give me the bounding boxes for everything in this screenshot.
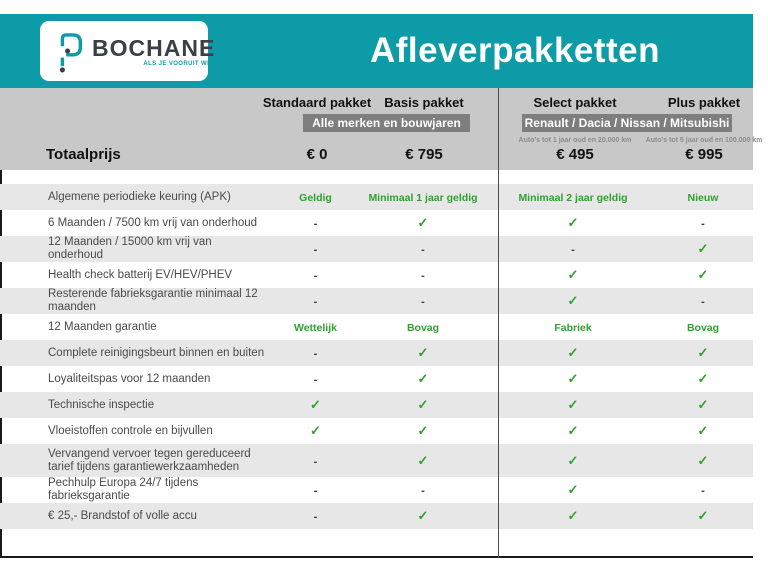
logo-tagline: ALS JE VOORUIT WIL.: [143, 60, 216, 67]
bottom-empty-row: [0, 529, 753, 556]
feature-row: [0, 340, 753, 366]
cell-standaard: [268, 396, 363, 414]
dash-icon: -: [421, 244, 425, 256]
check-icon: ✓: [697, 508, 709, 523]
dash-icon: -: [701, 218, 705, 230]
check-icon: ✓: [697, 345, 709, 360]
check-icon: ✓: [310, 397, 321, 412]
feature-label: 12 Maanden garantie: [48, 320, 157, 333]
check-icon: ✓: [567, 293, 579, 308]
check-icon: ✓: [417, 397, 429, 412]
feature-row: [0, 392, 753, 418]
check-icon: ✓: [417, 508, 429, 523]
column-header-standaard: Standaard pakket: [262, 95, 372, 110]
cell-basis: [363, 370, 483, 388]
dash-icon: -: [313, 218, 318, 230]
cell-basis: [363, 318, 483, 336]
cell-plus: [653, 507, 753, 525]
logo-text-block: [92, 36, 215, 67]
feature-label: Loyaliteitspas voor 12 maanden: [48, 372, 211, 385]
cell-basis: [363, 292, 483, 310]
price-basis: € 795: [405, 146, 443, 163]
feature-row: [0, 314, 753, 340]
column-header-plus: Plus pakket: [667, 95, 741, 110]
value-text: Minimaal 2 jaar geldig: [518, 192, 628, 204]
cell-select: [513, 240, 633, 258]
dash-icon: -: [701, 485, 705, 497]
cell-standaard: [268, 344, 363, 362]
page-title: Afleverpakketten: [369, 31, 661, 70]
check-icon: ✓: [567, 215, 579, 230]
cell-plus: [653, 266, 753, 284]
cell-basis: [363, 452, 483, 470]
cell-basis: [363, 481, 483, 499]
dash-icon: -: [421, 296, 425, 308]
feature-row: [0, 184, 753, 210]
value-text: Bovag: [686, 322, 720, 334]
cell-basis: [363, 188, 483, 206]
cell-basis: [363, 214, 483, 232]
column-note-select: Auto's tot 1 jaar oud en 20.000 km: [518, 137, 632, 144]
value-text: Wettelijk: [294, 322, 337, 334]
cell-select: [513, 481, 633, 499]
cell-plus: [653, 214, 753, 232]
dash-icon: -: [313, 455, 318, 468]
dash-icon: -: [313, 485, 318, 497]
dash-icon: -: [313, 374, 318, 386]
cell-select: [513, 188, 633, 206]
feature-label: Algemene periodieke keuring (APK): [48, 190, 231, 203]
cell-basis: [363, 266, 483, 284]
check-icon: ✓: [697, 267, 709, 282]
dash-icon: -: [313, 348, 318, 360]
cell-select: [513, 507, 633, 525]
header-spacer-row: [0, 170, 753, 184]
cell-plus: [653, 240, 753, 258]
cell-select: [513, 318, 633, 336]
price-standaard: € 0: [306, 146, 328, 163]
price-plus: € 995: [685, 146, 723, 163]
value-text: Minimaal 1 jaar geldig: [368, 192, 478, 204]
cell-plus: [653, 188, 753, 206]
cell-standaard: [268, 507, 363, 525]
cell-standaard: [268, 452, 363, 470]
feature-row: [0, 288, 753, 314]
cell-basis: [363, 344, 483, 362]
feature-label: Complete reinigingsbeurt binnen en buiten: [48, 346, 265, 359]
column-group-divider: [498, 88, 499, 558]
feature-row: [0, 477, 753, 503]
cell-plus: [653, 452, 753, 470]
feature-table: [0, 170, 753, 558]
cell-standaard: [268, 188, 363, 206]
feature-row: [0, 210, 753, 236]
cell-plus: [653, 396, 753, 414]
cell-select: [513, 422, 633, 440]
check-icon: ✓: [697, 371, 709, 386]
cell-plus: [653, 370, 753, 388]
feature-label: 6 Maanden / 7500 km vrij van onderhoud: [48, 216, 258, 229]
check-icon: ✓: [567, 508, 579, 523]
value-text: Nieuw: [687, 192, 719, 204]
check-icon: ✓: [567, 345, 579, 360]
column-header-select: Select pakket: [533, 95, 617, 110]
feature-row: [0, 444, 753, 477]
dash-icon: -: [313, 296, 318, 308]
cell-plus: [653, 344, 753, 362]
check-icon: ✓: [417, 345, 429, 360]
dash-icon: -: [313, 244, 318, 256]
dash-icon: -: [701, 296, 705, 308]
column-header-basis: Basis pakket: [384, 95, 464, 110]
feature-row: [0, 262, 753, 288]
table-rows: [0, 184, 753, 529]
group-badge-renault-group: Renault / Dacia / Nissan / Mitsubishi: [522, 114, 732, 132]
cell-standaard: [268, 481, 363, 499]
logo-dot-bottom: [60, 67, 65, 72]
check-icon: ✓: [567, 267, 579, 282]
check-icon: ✓: [417, 371, 429, 386]
cell-select: [513, 344, 633, 362]
cell-select: [513, 214, 633, 232]
cell-basis: [363, 240, 483, 258]
feature-label: Vervangend vervoer tegen gereduceerd tarief tijdens garantiewerkzaamheden: [48, 447, 251, 473]
dash-icon: -: [571, 244, 575, 256]
feature-row: [0, 236, 753, 262]
cell-plus: [653, 292, 753, 310]
cell-basis: [363, 507, 483, 525]
feature-label: Health check batterij EV/HEV/PHEV: [48, 268, 233, 281]
table-header-band: [0, 88, 763, 170]
value-text: Fabriek: [554, 322, 592, 334]
total-price-label: Totaalprijs: [46, 146, 121, 163]
feature-label: Resterende fabrieksgarantie minimaal 12 maanden: [48, 288, 258, 313]
feature-label: Pechhulp Europa 24/7 tijdens fabrieksgarantie: [48, 477, 199, 502]
cell-standaard: [268, 292, 363, 310]
logo-dot-middle: [65, 48, 70, 53]
cell-plus: [653, 318, 753, 336]
cell-plus: [653, 422, 753, 440]
cell-select: [513, 370, 633, 388]
dash-icon: -: [313, 511, 318, 523]
price-select: € 495: [556, 146, 594, 163]
cell-select: [513, 396, 633, 414]
check-icon: ✓: [567, 397, 579, 412]
feature-label: Vloeistoffen controle en bijvullen: [48, 424, 213, 437]
bochane-logo-icon: [52, 29, 86, 73]
value-text: Geldig: [299, 192, 332, 204]
check-icon: ✓: [567, 452, 579, 468]
bochane-logo: [40, 21, 216, 81]
cell-standaard: [268, 214, 363, 232]
dash-icon: -: [421, 485, 425, 497]
dash-icon: -: [313, 270, 318, 282]
check-icon: ✓: [417, 452, 429, 468]
check-icon: ✓: [697, 397, 709, 412]
check-icon: ✓: [417, 423, 429, 438]
header-banner: [0, 14, 753, 88]
feature-label: Technische inspectie: [48, 398, 155, 411]
check-icon: ✓: [310, 423, 321, 438]
cell-standaard: [268, 266, 363, 284]
feature-label: 12 Maanden / 15000 km vrij van onderhoud: [48, 236, 212, 261]
check-icon: ✓: [697, 423, 709, 438]
feature-label: € 25,- Brandstof of volle accu: [48, 509, 197, 522]
cell-select: [513, 292, 633, 310]
check-icon: ✓: [567, 371, 579, 386]
feature-row: [0, 503, 753, 529]
cell-basis: [363, 422, 483, 440]
cell-standaard: [268, 318, 363, 336]
cell-standaard: [268, 422, 363, 440]
logo-wordmark: BOCHANE: [92, 34, 216, 61]
cell-select: [513, 452, 633, 470]
feature-row: [0, 366, 753, 392]
check-icon: ✓: [567, 482, 579, 497]
cell-basis: [363, 396, 483, 414]
dash-icon: -: [421, 270, 425, 282]
cell-plus: [653, 481, 753, 499]
group-badge-all-brands: Alle merken en bouwjaren: [303, 114, 470, 132]
check-icon: ✓: [697, 241, 709, 256]
cell-standaard: [268, 240, 363, 258]
value-text: Bovag: [406, 322, 440, 334]
column-note-plus: Auto's tot 5 jaar oud en 100.000 km: [645, 137, 763, 144]
check-icon: ✓: [697, 452, 709, 468]
cell-standaard: [268, 370, 363, 388]
feature-row: [0, 418, 753, 444]
cell-select: [513, 266, 633, 284]
check-icon: ✓: [417, 215, 429, 230]
check-icon: ✓: [567, 423, 579, 438]
